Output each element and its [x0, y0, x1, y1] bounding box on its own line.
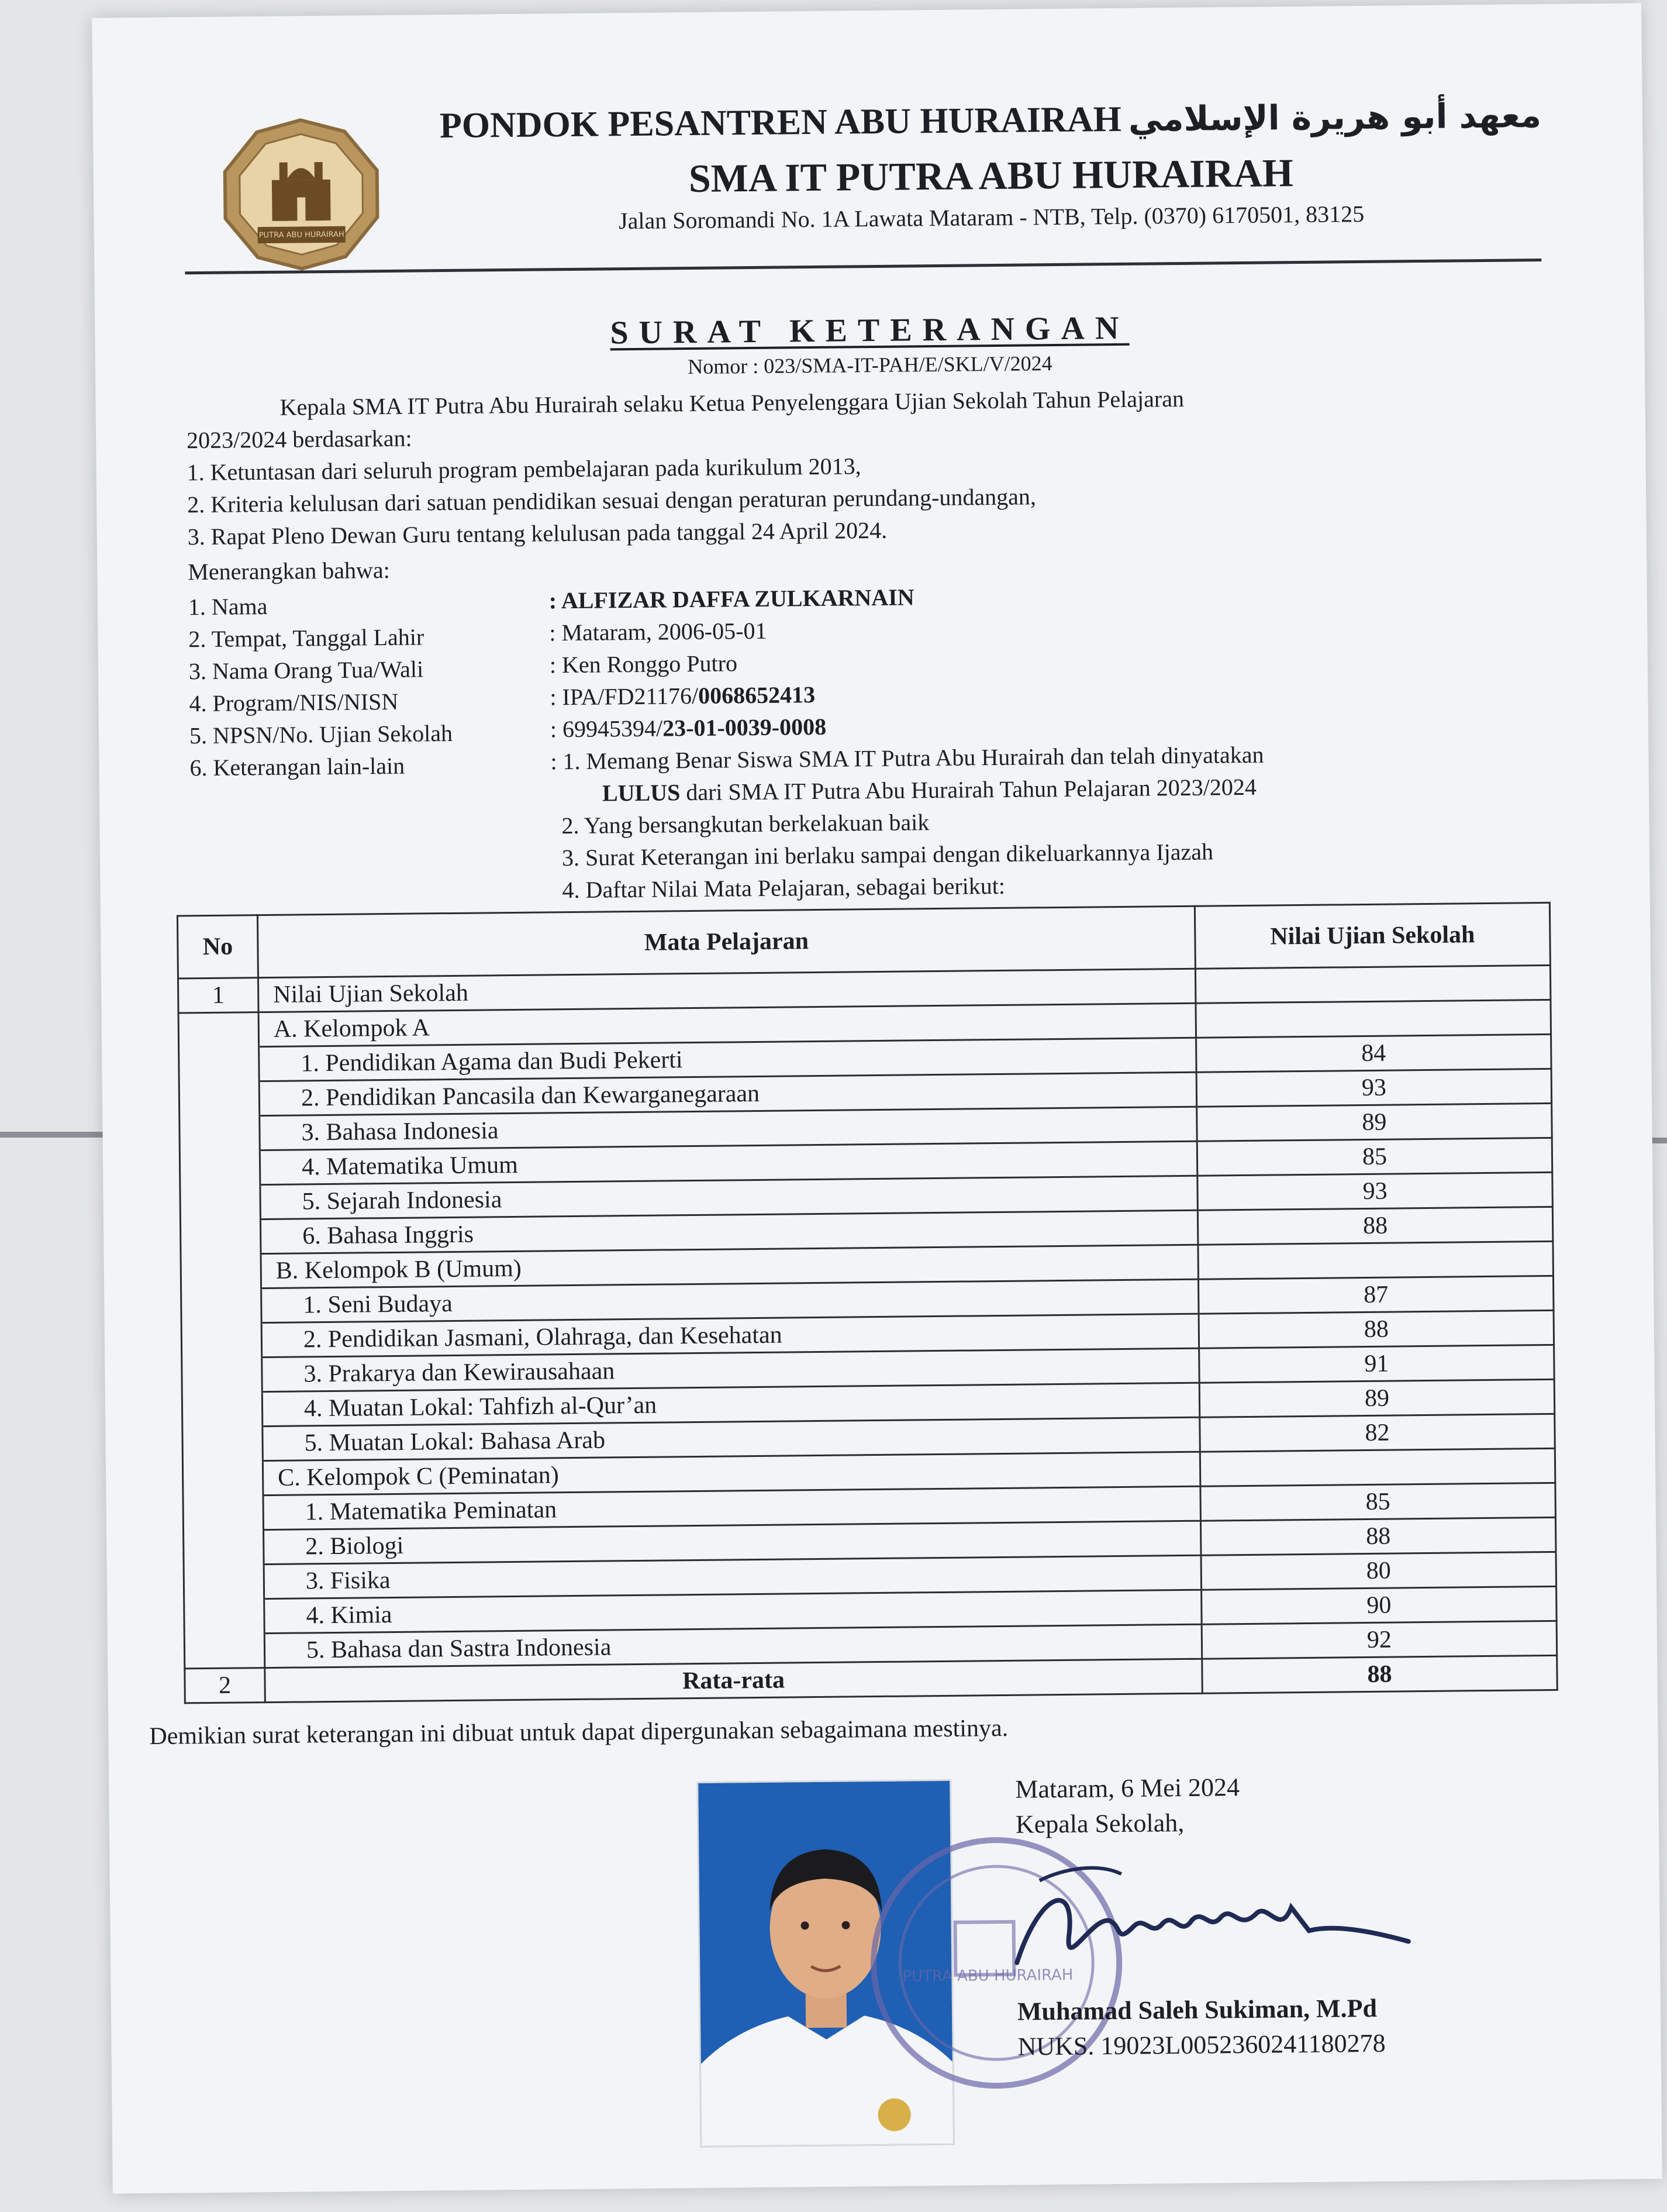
subject-score: 93 [1196, 1069, 1552, 1107]
subject-name: 4. Muatan Lokal: Tahfizh al-Qur’an [262, 1383, 1199, 1426]
institution-name-arabic: معهد أبو هريرة الإسلامي [1128, 95, 1542, 139]
col-header-subject: Mata Pelajaran [257, 906, 1195, 977]
subject-score: 88 [1197, 1207, 1553, 1245]
subject-name: 6. Bahasa Inggris [260, 1210, 1197, 1253]
subject-name: 4. Kimia [264, 1590, 1202, 1633]
signature [1004, 1842, 1414, 1998]
intro-line-1: Kepala SMA IT Putra Abu Hurairah selaku Ketua Penyelenggara Ujian Sekolah Tahun Pelajaran [279, 385, 1185, 421]
col-header-score: Nilai Ujian Sekolah [1195, 902, 1550, 969]
note-item: 4. Daftar Nilai Mata Pelajaran, sebagai berikut: [562, 872, 1006, 904]
svg-text:PUTRA ABU HURAIRAH: PUTRA ABU HURAIRAH [258, 230, 344, 240]
npsn-exam-number: : 69945394/23-01-0039-0008 [550, 713, 827, 743]
institution-name: PONDOK PESANTREN ABU HURAIRAH معهد أبو هريرة الإسلامي [439, 95, 1542, 146]
average-score: 88 [1202, 1655, 1558, 1693]
letter-title: SURAT KETERANGAN [610, 309, 1130, 352]
subject-name: 1. Pendidikan Agama dan Budi Pekerti [259, 1038, 1196, 1081]
field-label: 6. Keterangan lain-lain [189, 752, 405, 781]
subject-score: 90 [1202, 1586, 1557, 1624]
group-label: C. Kelompok C (Peminatan) [263, 1452, 1200, 1495]
subject-name: 3. Bahasa Indonesia [260, 1107, 1197, 1150]
note-item: 2. Yang bersangkutan berkelakuan baik [561, 809, 930, 839]
subject-name: 3. Prakarya dan Kewirausahaan [262, 1348, 1199, 1391]
letter-sheet [92, 3, 1662, 2193]
subject-name: 2. Pendidikan Pancasila dan Kewarganegaraan [259, 1072, 1196, 1115]
subject-name: 2. Biologi [264, 1521, 1201, 1564]
subject-score: 89 [1199, 1379, 1555, 1417]
subject-score: 87 [1198, 1276, 1554, 1314]
subject-score: 82 [1200, 1414, 1555, 1452]
group-label: A. Kelompok A [258, 1003, 1196, 1046]
subject-name: 1. Matematika Peminatan [263, 1486, 1200, 1529]
subject-name: 5. Muatan Lokal: Bahasa Arab [263, 1417, 1200, 1460]
subject-score: 93 [1197, 1172, 1553, 1210]
group-label: B. Kelompok B (Umum) [261, 1245, 1198, 1288]
subject-name: 3. Fisika [264, 1555, 1201, 1598]
note-continuation: LULUS dari SMA IT Putra Abu Hurairah Tahun Pelajaran 2023/2024 [602, 773, 1257, 807]
letter-number: Nomor : 023/SMA-IT-PAH/E/SKL/V/2024 [688, 352, 1052, 379]
svg-text:PUTRA ABU HURAIRAH: PUTRA ABU HURAIRAH [902, 1966, 1074, 1986]
school-name: SMA IT PUTRA ABU HURAIRAH [688, 150, 1294, 201]
subject-name: 5. Sejarah Indonesia [260, 1176, 1197, 1219]
parent-name: : Ken Ronggo Putro [549, 650, 738, 678]
declares-label: Menerangkan bahwa: [188, 556, 390, 585]
closing-statement: Demikian surat keterangan ini dibuat untuk dapat dipergunakan sebagaimana mestinya. [149, 1714, 1009, 1750]
field-label: 3. Nama Orang Tua/Wali [188, 656, 424, 685]
subject-score: 84 [1196, 1034, 1552, 1072]
tile-seam-left [0, 1132, 104, 1138]
note-item: 3. Surat Keterangan ini berlaku sampai dengan dikeluarkannya Ijazah [561, 838, 1214, 871]
table-row: 1 Nilai Ujian Sekolah [178, 965, 1550, 1013]
subject-score: 80 [1201, 1552, 1556, 1590]
field-label: 4. Program/NIS/NISN [189, 688, 399, 717]
subject-score: 88 [1199, 1310, 1554, 1348]
subject-score: 89 [1197, 1103, 1552, 1141]
signer-position: Kepala Sekolah, [1015, 1808, 1185, 1839]
basis-item: 3. Rapat Pleno Dewan Guru tentang kelulusan pada tanggal 24 April 2024. [187, 516, 888, 550]
student-name: : ALFIZAR DAFFA ZULKARNAIN [548, 584, 914, 614]
field-label: 1. Nama [188, 592, 268, 621]
subject-name: 1. Seni Budaya [261, 1279, 1199, 1322]
basis-item: 2. Kriteria kelulusan dari satuan pendidikan sesuai dengan peraturan perundang-undangan, [187, 483, 1037, 518]
average-label: Rata-rata [265, 1659, 1202, 1702]
basis-item: 1. Ketuntasan dari seluruh program pembelajaran pada kurikulum 2013, [187, 453, 861, 486]
subject-score: 88 [1200, 1517, 1556, 1555]
grades-table [177, 902, 1558, 1704]
program-nis-nisn: : IPA/FD21176/0068652413 [550, 681, 816, 711]
section-label: Nilai Ujian Sekolah [258, 969, 1195, 1012]
field-label: 5. NPSN/No. Ujian Sekolah [189, 719, 453, 749]
field-label: 2. Tempat, Tanggal Lahir [188, 623, 424, 653]
place-date: Mataram, 6 Mei 2024 [1015, 1773, 1240, 1804]
subject-score: 92 [1202, 1621, 1557, 1659]
subject-score: 85 [1197, 1138, 1552, 1176]
signer-id: NUKS. 19023L0052360241180278 [1017, 2028, 1386, 2061]
school-logo [216, 115, 387, 274]
subject-score: 85 [1200, 1483, 1556, 1521]
subject-name: 5. Bahasa dan Sastra Indonesia [264, 1624, 1202, 1667]
school-address: Jalan Soromandi No. 1A Lawata Mataram - NTB, Telp. (0370) 6170501, 83125 [618, 200, 1365, 235]
student-photo [696, 1779, 955, 2148]
intro-line-2: 2023/2024 berdasarkan: [186, 425, 412, 454]
birth-place-date: : Mataram, 2006-05-01 [549, 617, 767, 646]
note-item: : 1. Memang Benar Siswa SMA IT Putra Abu Hurairah dan telah dinyatakan [550, 741, 1264, 775]
average-row: 2 Rata-rata 88 [185, 1655, 1557, 1703]
subject-score: 91 [1199, 1345, 1555, 1383]
subject-name: 4. Matematika Umum [260, 1141, 1197, 1184]
col-header-no: No [177, 915, 258, 978]
header-divider [185, 259, 1541, 274]
subject-name: 2. Pendidikan Jasmani, Olahraga, dan Kesehatan [261, 1314, 1199, 1357]
signer-name: Muhamad Saleh Sukiman, M.Pd [1017, 1993, 1378, 2026]
